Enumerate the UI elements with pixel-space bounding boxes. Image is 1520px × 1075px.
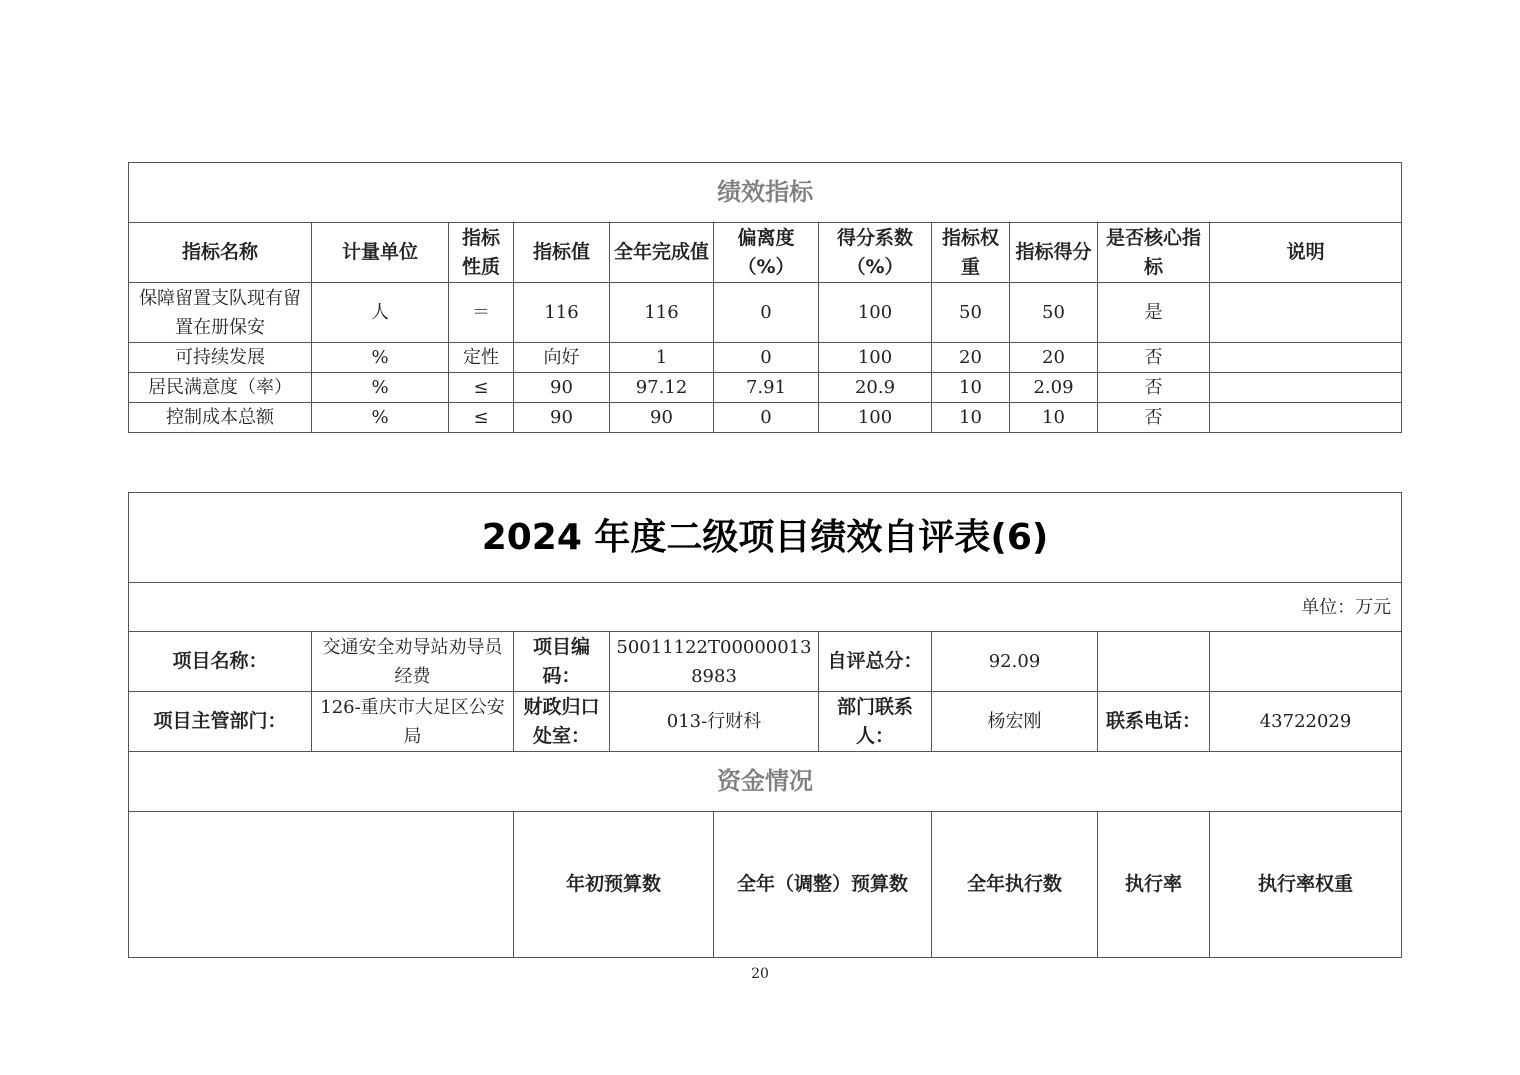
header-cell: 得分系数（%） [819, 223, 932, 283]
table-cell [1210, 373, 1402, 403]
project-code-label: 项目编码： [514, 632, 610, 692]
table-cell: 10 [932, 373, 1010, 403]
table-cell: 定性 [449, 343, 514, 373]
phone-value: 43722029 [1210, 692, 1402, 752]
table-cell: 20.9 [819, 373, 932, 403]
table-cell: 20 [1010, 343, 1098, 373]
phone-label: 联系电话： [1098, 692, 1210, 752]
unit-label: 单位：万元 [129, 583, 1402, 632]
table-cell: 向好 [514, 343, 610, 373]
table-cell: ＝ [449, 283, 514, 343]
table-cell: % [312, 373, 449, 403]
table-cell: 97.12 [610, 373, 714, 403]
table-cell: 50 [1010, 283, 1098, 343]
table-cell: 90 [610, 403, 714, 433]
table-cell: 7.91 [714, 373, 819, 403]
page-number: 20 [751, 966, 769, 982]
header-cell: 执行率权重 [1210, 812, 1402, 958]
header-cell: 全年（调整）预算数 [714, 812, 932, 958]
department-label: 项目主管部门： [129, 692, 312, 752]
table-row [129, 373, 1402, 403]
header-cell: 指标值 [514, 223, 610, 283]
department-value: 126-重庆市大足区公安局 [312, 692, 514, 752]
funds-section-title: 资金情况 [129, 752, 1402, 812]
table-cell: 0 [714, 283, 819, 343]
header-cell: 说明 [1210, 223, 1402, 283]
project-name-value: 交通安全劝导站劝导员经费 [312, 632, 514, 692]
table-cell: 50 [932, 283, 1010, 343]
contact-person-label: 部门联系人： [819, 692, 932, 752]
section-title: 绩效指标 [129, 163, 1402, 223]
funds-header-row [129, 812, 1402, 958]
table-cell: ≤ [449, 373, 514, 403]
table-cell: 是 [1098, 283, 1210, 343]
header-cell: 指标得分 [1010, 223, 1098, 283]
department-info-row [129, 692, 1402, 752]
finance-office-label: 财政归口处室： [514, 692, 610, 752]
header-cell: 指标权重 [932, 223, 1010, 283]
project-name-label: 项目名称： [129, 632, 312, 692]
performance-indicator-table [128, 162, 1402, 433]
finance-office-value: 013-行财科 [610, 692, 819, 752]
table-cell: 2.09 [1010, 373, 1098, 403]
table-cell: 可持续发展 [129, 343, 312, 373]
empty-cell [1210, 632, 1402, 692]
table-cell: 否 [1098, 403, 1210, 433]
table-cell [1210, 343, 1402, 373]
empty-header-cell [129, 812, 514, 958]
self-evaluation-form-table [128, 492, 1402, 958]
table-row [129, 403, 1402, 433]
table-cell [1210, 283, 1402, 343]
header-cell: 是否核心指标 [1098, 223, 1210, 283]
form-title: 2024 年度二级项目绩效自评表(6) [129, 493, 1402, 583]
table-cell: 116 [610, 283, 714, 343]
table-cell: 居民满意度（率） [129, 373, 312, 403]
table-cell: 100 [819, 403, 932, 433]
table-cell: 否 [1098, 373, 1210, 403]
table-header-row [129, 223, 1402, 283]
table-cell: 人 [312, 283, 449, 343]
project-code-value: 50011122T000000138983 [610, 632, 819, 692]
total-score-label: 自评总分： [819, 632, 932, 692]
table-cell: % [312, 403, 449, 433]
header-cell: 执行率 [1098, 812, 1210, 958]
header-cell: 全年执行数 [932, 812, 1098, 958]
table-cell: 0 [714, 343, 819, 373]
header-cell: 指标名称 [129, 223, 312, 283]
contact-person-value: 杨宏刚 [932, 692, 1098, 752]
table-cell: 10 [932, 403, 1010, 433]
project-info-row [129, 632, 1402, 692]
empty-cell [1098, 632, 1210, 692]
table-cell: 否 [1098, 343, 1210, 373]
table-cell: 10 [1010, 403, 1098, 433]
table-cell: 控制成本总额 [129, 403, 312, 433]
header-cell: 全年完成值 [610, 223, 714, 283]
header-cell: 计量单位 [312, 223, 449, 283]
table-cell: 116 [514, 283, 610, 343]
table-row [129, 343, 1402, 373]
table-cell: 0 [714, 403, 819, 433]
table-row [129, 283, 1402, 343]
header-cell: 指标性质 [449, 223, 514, 283]
table-cell [1210, 403, 1402, 433]
header-cell: 年初预算数 [514, 812, 714, 958]
total-score-value: 92.09 [932, 632, 1098, 692]
table-cell: 20 [932, 343, 1010, 373]
table-cell: 90 [514, 373, 610, 403]
table-cell: % [312, 343, 449, 373]
table-cell: ≤ [449, 403, 514, 433]
table-cell: 90 [514, 403, 610, 433]
header-cell: 偏离度（%） [714, 223, 819, 283]
table-cell: 1 [610, 343, 714, 373]
table-cell: 保障留置支队现有留置在册保安 [129, 283, 312, 343]
table-cell: 100 [819, 343, 932, 373]
table-cell: 100 [819, 283, 932, 343]
